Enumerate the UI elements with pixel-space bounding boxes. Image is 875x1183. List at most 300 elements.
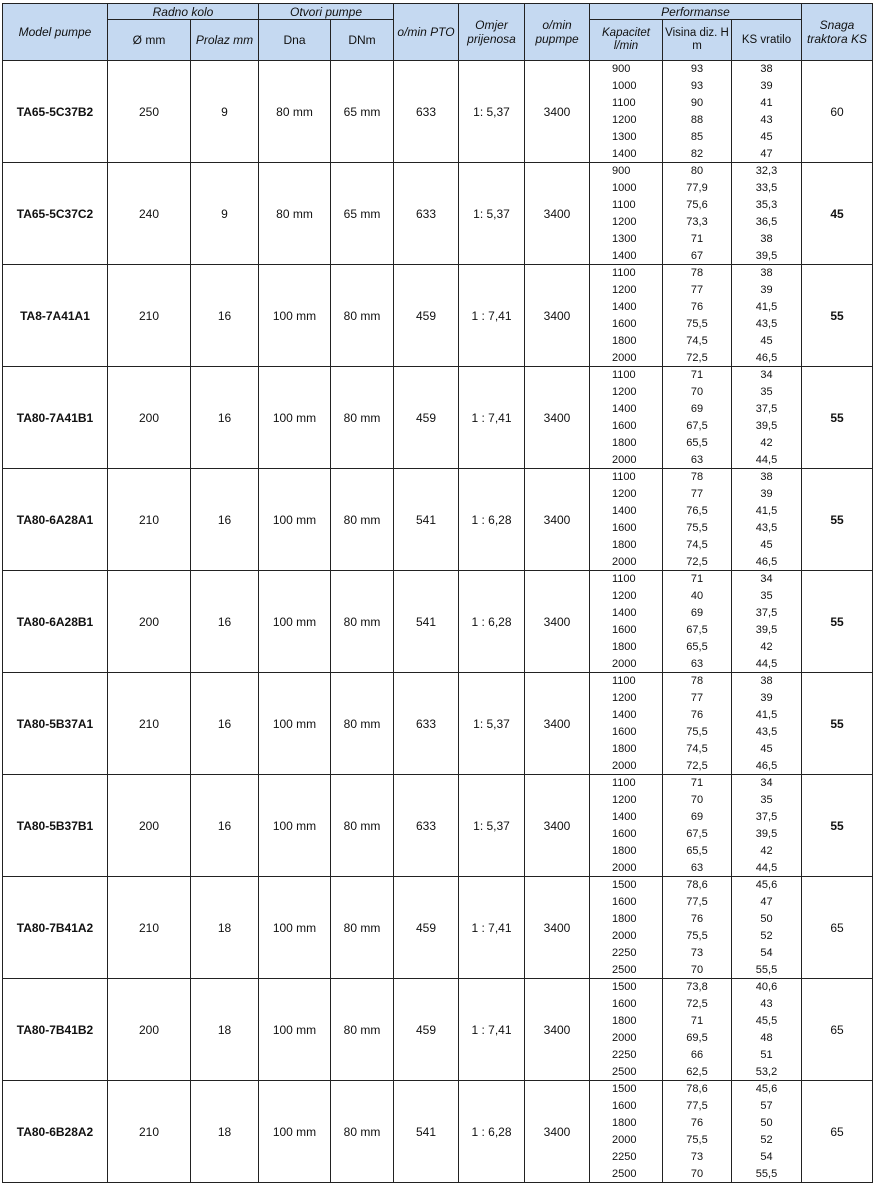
- pump-spec-table: [2, 3, 873, 1183]
- table-row: [3, 367, 873, 469]
- performance-grid: [590, 265, 801, 366]
- model-cell: TA80-7B41B2: [3, 979, 108, 1081]
- performance-cell: [590, 265, 802, 367]
- head-value: 78: [662, 673, 732, 690]
- dnm-cell: 80 mm: [331, 571, 394, 673]
- capacity-value: 1500: [612, 1083, 637, 1096]
- dnm-cell: 65 mm: [331, 163, 394, 265]
- capacity-value: 2500: [612, 1167, 637, 1180]
- capacity-value: 1200: [612, 692, 637, 705]
- header-snaga-traktora: Snaga traktora KS: [802, 4, 873, 61]
- tractor-power-cell: 65: [802, 979, 873, 1081]
- head-value: 77: [662, 690, 732, 707]
- diameter-cell: 210: [108, 265, 191, 367]
- capacity-value: 1100: [612, 675, 636, 688]
- shaft-power-value: 48: [760, 1031, 773, 1044]
- capacity-value: 2000: [612, 657, 637, 670]
- ratio-cell: 1: 5,37: [459, 673, 525, 775]
- tractor-power-cell: 65: [802, 1081, 873, 1183]
- diameter-cell: 210: [108, 877, 191, 979]
- shaft-power-value: 42: [760, 844, 773, 857]
- head-value: 75,5: [662, 928, 732, 945]
- capacity-value: 2000: [612, 1031, 637, 1044]
- capacity-value: 1600: [612, 521, 637, 534]
- prolaz-cell: 18: [191, 1081, 259, 1183]
- capacity-value: 1200: [612, 284, 637, 297]
- head-value: 71: [662, 775, 732, 792]
- shaft-power-value: 37,5: [755, 811, 778, 824]
- shaft-power-value: 44,5: [755, 861, 778, 874]
- shaft-power-value: 34: [760, 573, 773, 586]
- shaft-power-value: 32,3: [755, 165, 778, 178]
- head-value: 67,5: [662, 826, 732, 843]
- head-value: 73,8: [662, 979, 732, 996]
- shaft-power-value: 54: [760, 946, 773, 959]
- tractor-power-cell: 65: [802, 877, 873, 979]
- capacity-value: 1300: [612, 130, 637, 143]
- head-value: 72,5: [662, 553, 732, 570]
- shaft-power-value: 39,5: [755, 419, 778, 432]
- capacity-value: 1200: [612, 794, 637, 807]
- shaft-power-value: 51: [760, 1048, 773, 1061]
- shaft-power-value: 41: [760, 97, 773, 110]
- diameter-cell: 200: [108, 979, 191, 1081]
- dna-cell: 100 mm: [259, 673, 331, 775]
- pump-table-body: [3, 61, 873, 1183]
- tractor-power-cell: 55: [802, 673, 873, 775]
- header-omjer: Omjer prijenosa: [459, 4, 525, 61]
- prolaz-cell: 16: [191, 673, 259, 775]
- table-row: [3, 163, 873, 265]
- pump-rpm-cell: 3400: [525, 367, 590, 469]
- pto-rpm-cell: 633: [394, 61, 459, 163]
- shaft-power-value: 37,5: [755, 403, 778, 416]
- tractor-power-cell: 55: [802, 469, 873, 571]
- performance-cell: [590, 367, 802, 469]
- head-value: 70: [662, 1165, 732, 1182]
- pump-rpm-cell: 3400: [525, 775, 590, 877]
- head-value: 63: [662, 859, 732, 876]
- table-row: [3, 265, 873, 367]
- ratio-cell: 1 : 6,28: [459, 469, 525, 571]
- head-value: 75,5: [662, 520, 732, 537]
- dnm-cell: 80 mm: [331, 775, 394, 877]
- shaft-power-value: 39,5: [755, 827, 778, 840]
- prolaz-cell: 18: [191, 877, 259, 979]
- table-row: [3, 979, 873, 1081]
- pto-rpm-cell: 633: [394, 673, 459, 775]
- head-value: 77,5: [662, 1098, 732, 1115]
- capacity-value: 1200: [612, 386, 637, 399]
- tractor-power-cell: 55: [802, 571, 873, 673]
- head-value: 69: [662, 401, 732, 418]
- performance-cell: [590, 775, 802, 877]
- head-value: 67,5: [662, 622, 732, 639]
- diameter-cell: 210: [108, 469, 191, 571]
- capacity-value: 1800: [612, 913, 637, 926]
- shaft-power-value: 41,5: [755, 505, 778, 518]
- pump-rpm-cell: 3400: [525, 1081, 590, 1183]
- capacity-value: 1000: [612, 80, 637, 93]
- shaft-power-value: 45: [760, 130, 773, 143]
- shaft-power-value: 39: [760, 284, 773, 297]
- head-value: 70: [662, 792, 732, 809]
- shaft-power-value: 43,5: [755, 317, 778, 330]
- head-value: 75,5: [662, 1132, 732, 1149]
- header-otvori-pumpe: Otvori pumpe: [259, 4, 394, 20]
- pto-rpm-cell: 459: [394, 877, 459, 979]
- table-row: [3, 673, 873, 775]
- pump-spec-document: [2, 3, 872, 1183]
- capacity-value: 1600: [612, 725, 637, 738]
- head-value: 75,6: [662, 197, 732, 214]
- dna-cell: 100 mm: [259, 367, 331, 469]
- head-value: 62,5: [662, 1063, 732, 1080]
- shaft-power-value: 39,5: [755, 623, 778, 636]
- performance-cell: [590, 1081, 802, 1183]
- head-value: 78,6: [662, 877, 732, 894]
- head-value: 78,6: [662, 1081, 732, 1098]
- ratio-cell: 1 : 7,41: [459, 367, 525, 469]
- shaft-power-value: 38: [760, 471, 773, 484]
- capacity-value: 1400: [612, 607, 637, 620]
- shaft-power-value: 34: [760, 777, 773, 790]
- head-value: 71: [662, 230, 732, 247]
- capacity-value: 1800: [612, 436, 637, 449]
- dnm-cell: 80 mm: [331, 367, 394, 469]
- dna-cell: 100 mm: [259, 775, 331, 877]
- capacity-value: 1100: [612, 573, 636, 586]
- prolaz-cell: 16: [191, 367, 259, 469]
- ratio-cell: 1 : 7,41: [459, 979, 525, 1081]
- performance-cell: [590, 163, 802, 265]
- capacity-value: 1800: [612, 640, 637, 653]
- capacity-value: 1800: [612, 844, 637, 857]
- model-cell: TA80-6A28A1: [3, 469, 108, 571]
- shaft-power-value: 43,5: [755, 521, 778, 534]
- head-value: 67: [662, 247, 732, 264]
- dnm-cell: 80 mm: [331, 877, 394, 979]
- head-value: 77: [662, 282, 732, 299]
- head-value: 65,5: [662, 434, 732, 451]
- dna-cell: 100 mm: [259, 571, 331, 673]
- model-cell: TA80-6A28B1: [3, 571, 108, 673]
- head-value: 69,5: [662, 1030, 732, 1047]
- shaft-power-value: 46,5: [755, 555, 778, 568]
- shaft-power-value: 45,6: [755, 1083, 778, 1096]
- head-value: 67,5: [662, 418, 732, 435]
- pump-rpm-cell: 3400: [525, 469, 590, 571]
- table-row: [3, 1081, 873, 1183]
- shaft-power-value: 39,5: [755, 249, 778, 262]
- capacity-value: 1100: [612, 267, 636, 280]
- shaft-power-value: 44,5: [755, 453, 778, 466]
- head-value: 72,5: [662, 757, 732, 774]
- pto-rpm-cell: 541: [394, 469, 459, 571]
- shaft-power-value: 54: [760, 1150, 773, 1163]
- capacity-value: 2000: [612, 929, 637, 942]
- ratio-cell: 1: 5,37: [459, 163, 525, 265]
- performance-grid: [590, 1081, 801, 1182]
- header-performanse: Performanse: [590, 4, 802, 20]
- head-value: 76: [662, 911, 732, 928]
- ratio-cell: 1 : 7,41: [459, 877, 525, 979]
- shaft-power-value: 55,5: [755, 963, 778, 976]
- performance-grid: [590, 469, 801, 570]
- model-cell: TA8-7A41A1: [3, 265, 108, 367]
- capacity-value: 1500: [612, 981, 637, 994]
- model-cell: TA80-5B37A1: [3, 673, 108, 775]
- shaft-power-value: 44,5: [755, 657, 778, 670]
- header-model: Model pumpe: [3, 4, 108, 61]
- tractor-power-cell: 45: [802, 163, 873, 265]
- ratio-cell: 1: 5,37: [459, 61, 525, 163]
- prolaz-cell: 16: [191, 265, 259, 367]
- head-value: 76: [662, 299, 732, 316]
- shaft-power-value: 45,5: [755, 1015, 778, 1028]
- header-kapacitet: Kapacitet l/min: [602, 27, 650, 52]
- pump-rpm-cell: 3400: [525, 61, 590, 163]
- capacity-value: 1600: [612, 827, 637, 840]
- dna-cell: 100 mm: [259, 469, 331, 571]
- head-value: 78: [662, 469, 732, 486]
- capacity-value: 1000: [612, 182, 637, 195]
- capacity-value: 1600: [612, 1100, 637, 1113]
- shaft-power-value: 36,5: [755, 215, 778, 228]
- head-value: 80: [662, 163, 732, 180]
- head-value: 69: [662, 605, 732, 622]
- capacity-value: 1600: [612, 419, 637, 432]
- capacity-value: 2000: [612, 351, 637, 364]
- head-value: 77: [662, 486, 732, 503]
- capacity-value: 2500: [612, 1065, 637, 1078]
- model-cell: TA65-5C37B2: [3, 61, 108, 163]
- shaft-power-value: 38: [760, 232, 773, 245]
- head-value: 75,5: [662, 316, 732, 333]
- prolaz-cell: 16: [191, 571, 259, 673]
- shaft-power-value: 39: [760, 80, 773, 93]
- shaft-power-value: 45: [760, 334, 773, 347]
- dna-cell: 100 mm: [259, 265, 331, 367]
- pto-rpm-cell: 459: [394, 265, 459, 367]
- pto-rpm-cell: 541: [394, 571, 459, 673]
- tractor-power-cell: 60: [802, 61, 873, 163]
- capacity-value: 1400: [612, 505, 637, 518]
- diameter-cell: 200: [108, 775, 191, 877]
- capacity-value: 2000: [612, 861, 637, 874]
- shaft-power-value: 55,5: [755, 1167, 778, 1180]
- capacity-value: 1100: [612, 97, 636, 110]
- head-value: 85: [662, 128, 732, 145]
- capacity-value: 1400: [612, 147, 637, 160]
- capacity-value: 1800: [612, 1015, 637, 1028]
- diameter-cell: 240: [108, 163, 191, 265]
- table-row: [3, 469, 873, 571]
- head-value: 70: [662, 384, 732, 401]
- header-pto-rpm: o/min PTO: [394, 4, 459, 61]
- header-diameter: Ø mm: [108, 20, 191, 61]
- head-value: 73: [662, 1148, 732, 1165]
- diameter-cell: 200: [108, 571, 191, 673]
- header-pump-rpm: o/min pupmpe: [525, 4, 590, 61]
- pto-rpm-cell: 459: [394, 979, 459, 1081]
- capacity-value: 1200: [612, 215, 637, 228]
- shaft-power-value: 42: [760, 436, 773, 449]
- capacity-value: 1200: [612, 590, 637, 603]
- dna-cell: 100 mm: [259, 1081, 331, 1183]
- prolaz-cell: 9: [191, 163, 259, 265]
- pump-rpm-cell: 3400: [525, 673, 590, 775]
- capacity-value: 1800: [612, 1117, 637, 1130]
- performance-grid: [590, 979, 801, 1080]
- dnm-cell: 65 mm: [331, 61, 394, 163]
- ratio-cell: 1 : 6,28: [459, 1081, 525, 1183]
- dnm-cell: 80 mm: [331, 265, 394, 367]
- performance-grid: [590, 673, 801, 774]
- capacity-value: 900: [612, 165, 631, 178]
- capacity-value: 1800: [612, 538, 637, 551]
- capacity-value: 1400: [612, 811, 637, 824]
- head-value: 77,9: [662, 180, 732, 197]
- pto-rpm-cell: 633: [394, 775, 459, 877]
- shaft-power-value: 37,5: [755, 607, 778, 620]
- capacity-value: 2000: [612, 453, 637, 466]
- tractor-power-cell: 55: [802, 367, 873, 469]
- shaft-power-value: 39: [760, 692, 773, 705]
- shaft-power-value: 45,6: [755, 879, 778, 892]
- prolaz-cell: 16: [191, 469, 259, 571]
- capacity-value: 1600: [612, 317, 637, 330]
- capacity-value: 1100: [612, 777, 636, 790]
- performance-cell: [590, 673, 802, 775]
- capacity-value: 2000: [612, 1133, 637, 1146]
- capacity-value: 1400: [612, 249, 637, 262]
- head-value: 76: [662, 1115, 732, 1132]
- capacity-value: 2500: [612, 963, 637, 976]
- head-value: 78: [662, 265, 732, 282]
- table-row: [3, 877, 873, 979]
- head-value: 65,5: [662, 638, 732, 655]
- head-value: 73,3: [662, 214, 732, 231]
- tractor-power-cell: 55: [802, 775, 873, 877]
- shaft-power-value: 46,5: [755, 351, 778, 364]
- capacity-value: 1400: [612, 709, 637, 722]
- performance-cell: [590, 571, 802, 673]
- head-value: 71: [662, 571, 732, 588]
- shaft-power-value: 40,6: [755, 981, 778, 994]
- shaft-power-value: 43,5: [755, 725, 778, 738]
- tractor-power-cell: 55: [802, 265, 873, 367]
- capacity-value: 2250: [612, 1048, 637, 1061]
- header-ks-vratilo: KS vratilo: [741, 34, 792, 46]
- shaft-power-value: 47: [760, 896, 773, 909]
- ratio-cell: 1: 5,37: [459, 775, 525, 877]
- shaft-power-value: 43: [760, 113, 773, 126]
- header-visina: Visina diz. H m: [662, 20, 732, 60]
- diameter-cell: 250: [108, 61, 191, 163]
- head-value: 71: [662, 1013, 732, 1030]
- head-value: 93: [662, 78, 732, 95]
- prolaz-cell: 9: [191, 61, 259, 163]
- head-value: 75,5: [662, 724, 732, 741]
- pump-rpm-cell: 3400: [525, 163, 590, 265]
- capacity-value: 1600: [612, 998, 637, 1011]
- dna-cell: 80 mm: [259, 61, 331, 163]
- capacity-value: 1800: [612, 334, 637, 347]
- capacity-value: 1400: [612, 403, 637, 416]
- dnm-cell: 80 mm: [331, 673, 394, 775]
- shaft-power-value: 35: [760, 386, 773, 399]
- performance-grid: [590, 571, 801, 672]
- capacity-value: 1500: [612, 879, 637, 892]
- pto-rpm-cell: 459: [394, 367, 459, 469]
- head-value: 72,5: [662, 349, 732, 366]
- performance-grid: [590, 367, 801, 468]
- model-cell: TA80-7B41A2: [3, 877, 108, 979]
- head-value: 70: [662, 961, 732, 978]
- shaft-power-value: 35,3: [755, 199, 778, 212]
- capacity-value: 1200: [612, 113, 637, 126]
- model-cell: TA80-5B37B1: [3, 775, 108, 877]
- head-value: 72,5: [662, 996, 732, 1013]
- shaft-power-value: 35: [760, 590, 773, 603]
- performance-cell: [590, 469, 802, 571]
- model-cell: TA80-7A41B1: [3, 367, 108, 469]
- shaft-power-value: 45: [760, 538, 773, 551]
- shaft-power-value: 42: [760, 640, 773, 653]
- pto-rpm-cell: 541: [394, 1081, 459, 1183]
- head-value: 66: [662, 1046, 732, 1063]
- capacity-value: 2000: [612, 759, 637, 772]
- capacity-value: 1200: [612, 488, 637, 501]
- capacity-value: 2250: [612, 946, 637, 959]
- shaft-power-value: 45: [760, 742, 773, 755]
- capacity-value: 1600: [612, 896, 637, 909]
- pump-rpm-cell: 3400: [525, 979, 590, 1081]
- shaft-power-value: 52: [760, 929, 773, 942]
- shaft-power-value: 47: [760, 147, 773, 160]
- model-cell: TA65-5C37C2: [3, 163, 108, 265]
- head-value: 63: [662, 451, 732, 468]
- shaft-power-value: 41,5: [755, 709, 778, 722]
- shaft-power-value: 38: [760, 267, 773, 280]
- shaft-power-value: 38: [760, 63, 773, 76]
- dna-cell: 100 mm: [259, 877, 331, 979]
- shaft-power-value: 43: [760, 998, 773, 1011]
- shaft-power-value: 50: [760, 1117, 773, 1130]
- capacity-value: 1100: [612, 199, 636, 212]
- head-value: 40: [662, 588, 732, 605]
- diameter-cell: 210: [108, 1081, 191, 1183]
- performance-cell: [590, 877, 802, 979]
- dnm-cell: 80 mm: [331, 1081, 394, 1183]
- shaft-power-value: 35: [760, 794, 773, 807]
- performance-cell: [590, 61, 802, 163]
- shaft-power-value: 33,5: [755, 182, 778, 195]
- shaft-power-value: 39: [760, 488, 773, 501]
- head-value: 65,5: [662, 842, 732, 859]
- pto-rpm-cell: 633: [394, 163, 459, 265]
- diameter-cell: 210: [108, 673, 191, 775]
- shaft-power-value: 57: [760, 1100, 773, 1113]
- head-value: 90: [662, 95, 732, 112]
- shaft-power-value: 34: [760, 369, 773, 382]
- header-dna: Dna: [259, 20, 331, 61]
- dna-cell: 100 mm: [259, 979, 331, 1081]
- table-row: [3, 61, 873, 163]
- diameter-cell: 200: [108, 367, 191, 469]
- shaft-power-value: 53,2: [755, 1065, 778, 1078]
